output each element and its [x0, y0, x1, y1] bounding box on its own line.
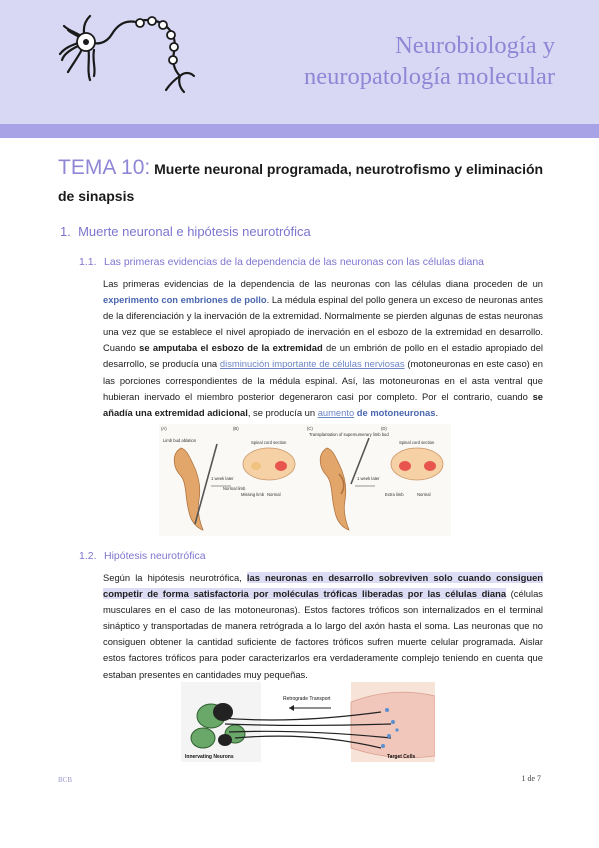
- highlight-text: experimento con embriones de pollo: [103, 294, 267, 306]
- bold-text: se amputaba el esbozo de la extremidad: [139, 342, 323, 354]
- spinal-cord-label-d: Spinal cord section: [399, 440, 435, 445]
- missing-limb-label: Missing limb: [241, 492, 265, 497]
- retrograde-transport-label: Retrograde Transport: [283, 696, 331, 702]
- panel-c-label: (C): [307, 426, 313, 431]
- text-run: Las primeras evidencias de la dependencia de las neuronas con las células diana proceden de un: [103, 278, 543, 289]
- panel-d-label: (D): [381, 426, 387, 431]
- section-number: 1.: [60, 224, 71, 239]
- text-run: , se producía un: [247, 406, 318, 418]
- tema-title: Muerte neuronal programada, neurotrofismo y eliminación de sinapsis: [58, 161, 544, 204]
- page-header: [0, 0, 599, 124]
- target-cells-label: Target Cells: [387, 754, 416, 760]
- tema-colon: :: [144, 156, 151, 179]
- text-run: .: [435, 406, 439, 418]
- neuron-icon: [56, 10, 198, 94]
- text-run: Según la hipótesis neurotrófica,: [103, 572, 247, 583]
- normal-label-b: Normal: [267, 492, 281, 497]
- footer-left: BCB: [58, 776, 73, 784]
- subsection-title: Hipótesis neurotrófica: [104, 550, 206, 562]
- normal-label-d: Normal: [417, 492, 431, 497]
- spinal-cord-label-b: Spinal cord section: [251, 440, 287, 445]
- panel-a-label: (A): [161, 426, 167, 431]
- text-run: de un embrión de pollo en el estadio apropiado del desarrollo, se producía una: [103, 342, 543, 370]
- subsection-heading-1: [79, 256, 484, 268]
- paragraph-1: [103, 276, 543, 421]
- paragraph-2: [103, 570, 543, 683]
- subsection-heading-2: [79, 550, 206, 562]
- header-stripe: [0, 124, 599, 138]
- text-run: . La médula espinal del pollo genera un exceso de neuronas antes de la diferenciación y la inervación de la extremidad. Normalmente se pierden algunas de estas neuronas una vez que se establece el nivel apropiado de inervación en el esbozo de la extremidad en desarrollo. Cuando: [103, 294, 543, 354]
- highlighted-text: las neuronas en desarrollo sobreviven solo cuando consiguen competir de forma satisfactoria por moléculas tróficas liberadas por las células diana: [103, 572, 544, 600]
- week-later-label-b: 1 week later: [211, 476, 234, 481]
- limb-ablation-figure: [159, 424, 451, 536]
- underlined-text: aumento: [317, 406, 355, 418]
- panel-b-label: (B): [233, 426, 239, 431]
- underlined-text: disminución importante de células nerviosas: [219, 358, 405, 370]
- highlight-text: de motoneuronas: [356, 406, 436, 418]
- page-title: [58, 154, 558, 210]
- tema-number: TEMA 10: [58, 156, 145, 179]
- section-title: Muerte neuronal e hipótesis neurotrófica: [78, 224, 311, 239]
- header-title-line1: Neurobiología y: [395, 32, 555, 59]
- text-run: (motoneuronas en este caso) en las porciones correspondientes de la médula espinal. Así, las motoneuronas en el asta ventral que hubieran inervado el miembro posterior degeneraron casi por completo. Por el contrario, cuando: [103, 358, 543, 402]
- section-heading: [60, 224, 311, 239]
- extra-limb-label: Extra limb: [385, 492, 404, 497]
- subsection-title: Las primeras evidencias de la dependencia de las neuronas con las células diana: [104, 256, 484, 268]
- header-title-line2: neuropatología molecular: [303, 63, 555, 90]
- limb-ablation-label: Limb bud ablation: [163, 438, 197, 443]
- header-title: [215, 30, 555, 92]
- page-number: 1 de 7: [521, 774, 541, 783]
- retrograde-transport-figure: [181, 682, 435, 762]
- normal-limb-label: Normal limb: [223, 486, 246, 491]
- bold-text: se añadía una extremidad adicional: [103, 390, 543, 418]
- transplant-label: Transplantation of supernumerary limb bud: [309, 432, 389, 437]
- week-later-label-d: 1 week later: [357, 476, 380, 481]
- innervating-neurons-label: Innervating Neurons: [185, 754, 234, 760]
- text-run: (células musculares en el caso de las motoneuronas). Estos factores tróficos son internalizados en el terminal sináptico y transportadas de manera retrógrada a lo largo del axón hasta el soma. Las neuronas que no consiguen obtener la cantidad suficiente de factores tróficos sufren muerte celular programada. Aislar estos factores tróficos para poder caracterizarlos era verdaderamente complejo teniendo en cuenta que estaban presentes en cantidades muy pequeñas.: [103, 588, 543, 680]
- subsection-number: 1.1.: [79, 256, 97, 268]
- subsection-number: 1.2.: [79, 550, 97, 562]
